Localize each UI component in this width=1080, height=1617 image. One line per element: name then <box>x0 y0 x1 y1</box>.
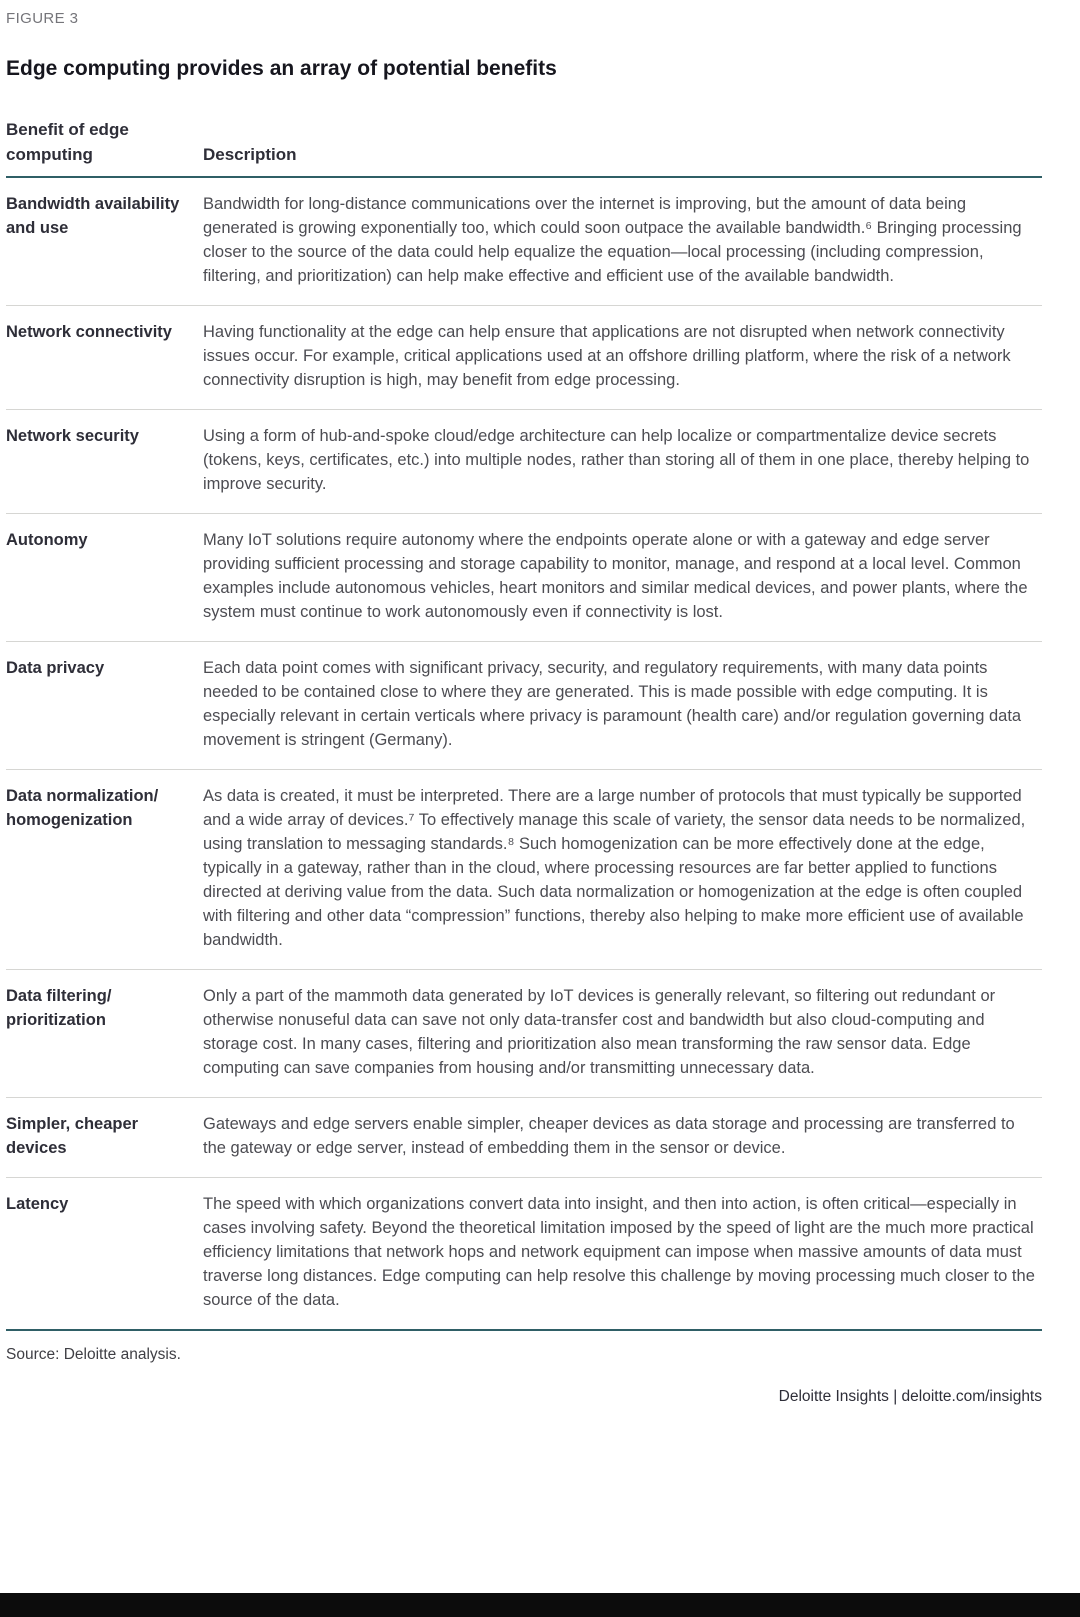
table-row <box>6 1097 1042 1177</box>
table-row <box>6 969 1042 1097</box>
benefit-cell: Latency <box>6 1195 69 1213</box>
table-header-row <box>6 117 1042 176</box>
insights-credit: Deloitte Insights | deloitte.com/insights <box>778 1388 1042 1405</box>
description-cell: Having functionality at the edge can help ensure that applications are not disrupted when network connectivity issues occur. For example, critical applications used at an offshore drilling platform, where the risk of a network connectivity disruption is high, may benefit from edge processing. <box>203 323 1011 389</box>
figure-label: FIGURE 3 <box>6 10 79 27</box>
description-cell: As data is created, it must be interpreted. There are a large number of protocols that must typically be supported and a wide array of devices.⁷ To effectively manage this scale of variety, the sensor data needs to be normalized, using translation to messaging standards.⁸ Such homogenization can be more effectively done at the edge, typically in a gateway, rather than in the cloud, where processing resources are far better applied to functions directed at deriving value from the data. Such data normalization or homogenization at the edge is often coupled with filtering and other data “compression” functions, thereby also helping to make more efficient use of available bandwidth. <box>203 787 1026 949</box>
table-row <box>6 641 1042 769</box>
bottom-bar <box>0 1593 1080 1617</box>
benefit-cell: Bandwidth availability and use <box>6 195 180 237</box>
benefits-table <box>6 117 1042 1331</box>
description-cell: Many IoT solutions require autonomy where the endpoints operate alone or with a gateway and edge server providing sufficient processing and storage capability to monitor, manage, and respond at a local level. Common examples include autonomous vehicles, heart monitors and similar medical devices, and power plants, where the system must continue to work autonomously even if connectivity is lost. <box>203 531 1028 621</box>
description-cell: Only a part of the mammoth data generated by IoT devices is generally relevant, so filtering out redundant or otherwise nonuseful data can save not only data-transfer cost and bandwidth but also cloud-computing and storage cost. In many cases, filtering and prioritization also mean transforming the raw sensor data. Edge computing can save companies from housing and/or transmitting unnecessary data. <box>203 987 996 1077</box>
description-cell: Each data point comes with significant privacy, security, and regulatory requirements, with many data points needed to be contained close to where they are generated. This is made possible with edge computing. It is especially relevant in certain verticals where privacy is paramount (health care) and/or regulation governing data movement is stringent (Germany). <box>203 659 1022 749</box>
source-note: Source: Deloitte analysis. <box>6 1346 181 1363</box>
benefit-cell: Data privacy <box>6 659 105 677</box>
description-cell: Bandwidth for long-distance communications over the internet is improving, but the amount of data being generated is growing exponentially too, which could soon outpace the available bandwidth.⁶ Bringing processing closer to the source of the data could help equalize the equation—local processing (including compression, filtering, and prioritization) can help make effective and efficient use of the available bandwidth. <box>203 195 1022 285</box>
column-header-description: Description <box>203 145 297 164</box>
benefit-cell: Simpler, cheaper devices <box>6 1115 139 1157</box>
table-row <box>6 409 1042 513</box>
column-header-benefit: Benefit of edge computing <box>6 120 129 164</box>
benefit-cell: Data normalization/ homogenization <box>6 787 159 829</box>
description-cell: Using a form of hub-and-spoke cloud/edge architecture can help localize or compartmentalize device secrets (tokens, keys, certificates, etc.) into multiple nodes, rather than storing all of them in one place, thereby helping to improve security. <box>203 427 1030 493</box>
figure-title: Edge computing provides an array of potential benefits <box>6 57 557 80</box>
table-row <box>6 513 1042 641</box>
description-cell: Gateways and edge servers enable simpler, cheaper devices as data storage and processing are transferred to the gateway or edge server, instead of embedding them in the sensor or device. <box>203 1115 1015 1157</box>
benefit-cell: Data filtering/ prioritization <box>6 987 112 1029</box>
table-row <box>6 305 1042 409</box>
table-row <box>6 769 1042 969</box>
benefit-cell: Network connectivity <box>6 323 172 341</box>
benefit-cell: Autonomy <box>6 531 88 549</box>
table-row <box>6 1177 1042 1329</box>
table-bottom-rule <box>6 1329 1042 1331</box>
benefit-cell: Network security <box>6 427 139 445</box>
table-row <box>6 178 1042 305</box>
description-cell: The speed with which organizations convert data into insight, and then into action, is often critical—especially in cases involving safety. Beyond the theoretical limitation imposed by the speed of light are the much more practical efficiency limitations that network hops and network equipment can impose when massive amounts of data must traverse long distances. Edge computing can help resolve this challenge by moving processing much closer to the source of the data. <box>203 1195 1035 1309</box>
